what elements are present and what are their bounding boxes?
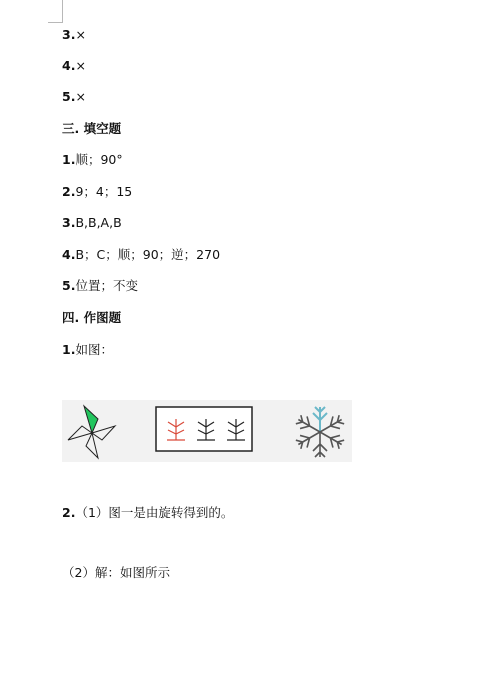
answer-line: 5.位置；不变 bbox=[62, 278, 138, 293]
answer-line: 4.B；C；顺；90；逆；270 bbox=[62, 247, 221, 262]
snowflake-figure bbox=[290, 402, 350, 462]
answer-line: 3.B,B,A,B bbox=[62, 215, 122, 230]
page-corner-mark bbox=[48, 0, 63, 23]
answer-line: 1.顺；90° bbox=[62, 152, 123, 167]
answer-line: 5.× bbox=[62, 89, 86, 104]
answer-subline: （2）解：如图所示 bbox=[62, 565, 170, 580]
answer-line: 1.如图： bbox=[62, 342, 113, 357]
grass-translation-figure bbox=[155, 406, 253, 452]
answer-line: 2.（1）图一是由旋转得到的。 bbox=[62, 505, 234, 520]
answer-line: 2.9；4；15 bbox=[62, 184, 133, 199]
section-heading: 三. 填空题 bbox=[62, 121, 122, 136]
section-heading: 四. 作图题 bbox=[62, 310, 122, 325]
answer-line: 4.× bbox=[62, 58, 86, 73]
answer-line: 3.× bbox=[62, 27, 86, 42]
pinwheel-figure bbox=[62, 400, 122, 462]
